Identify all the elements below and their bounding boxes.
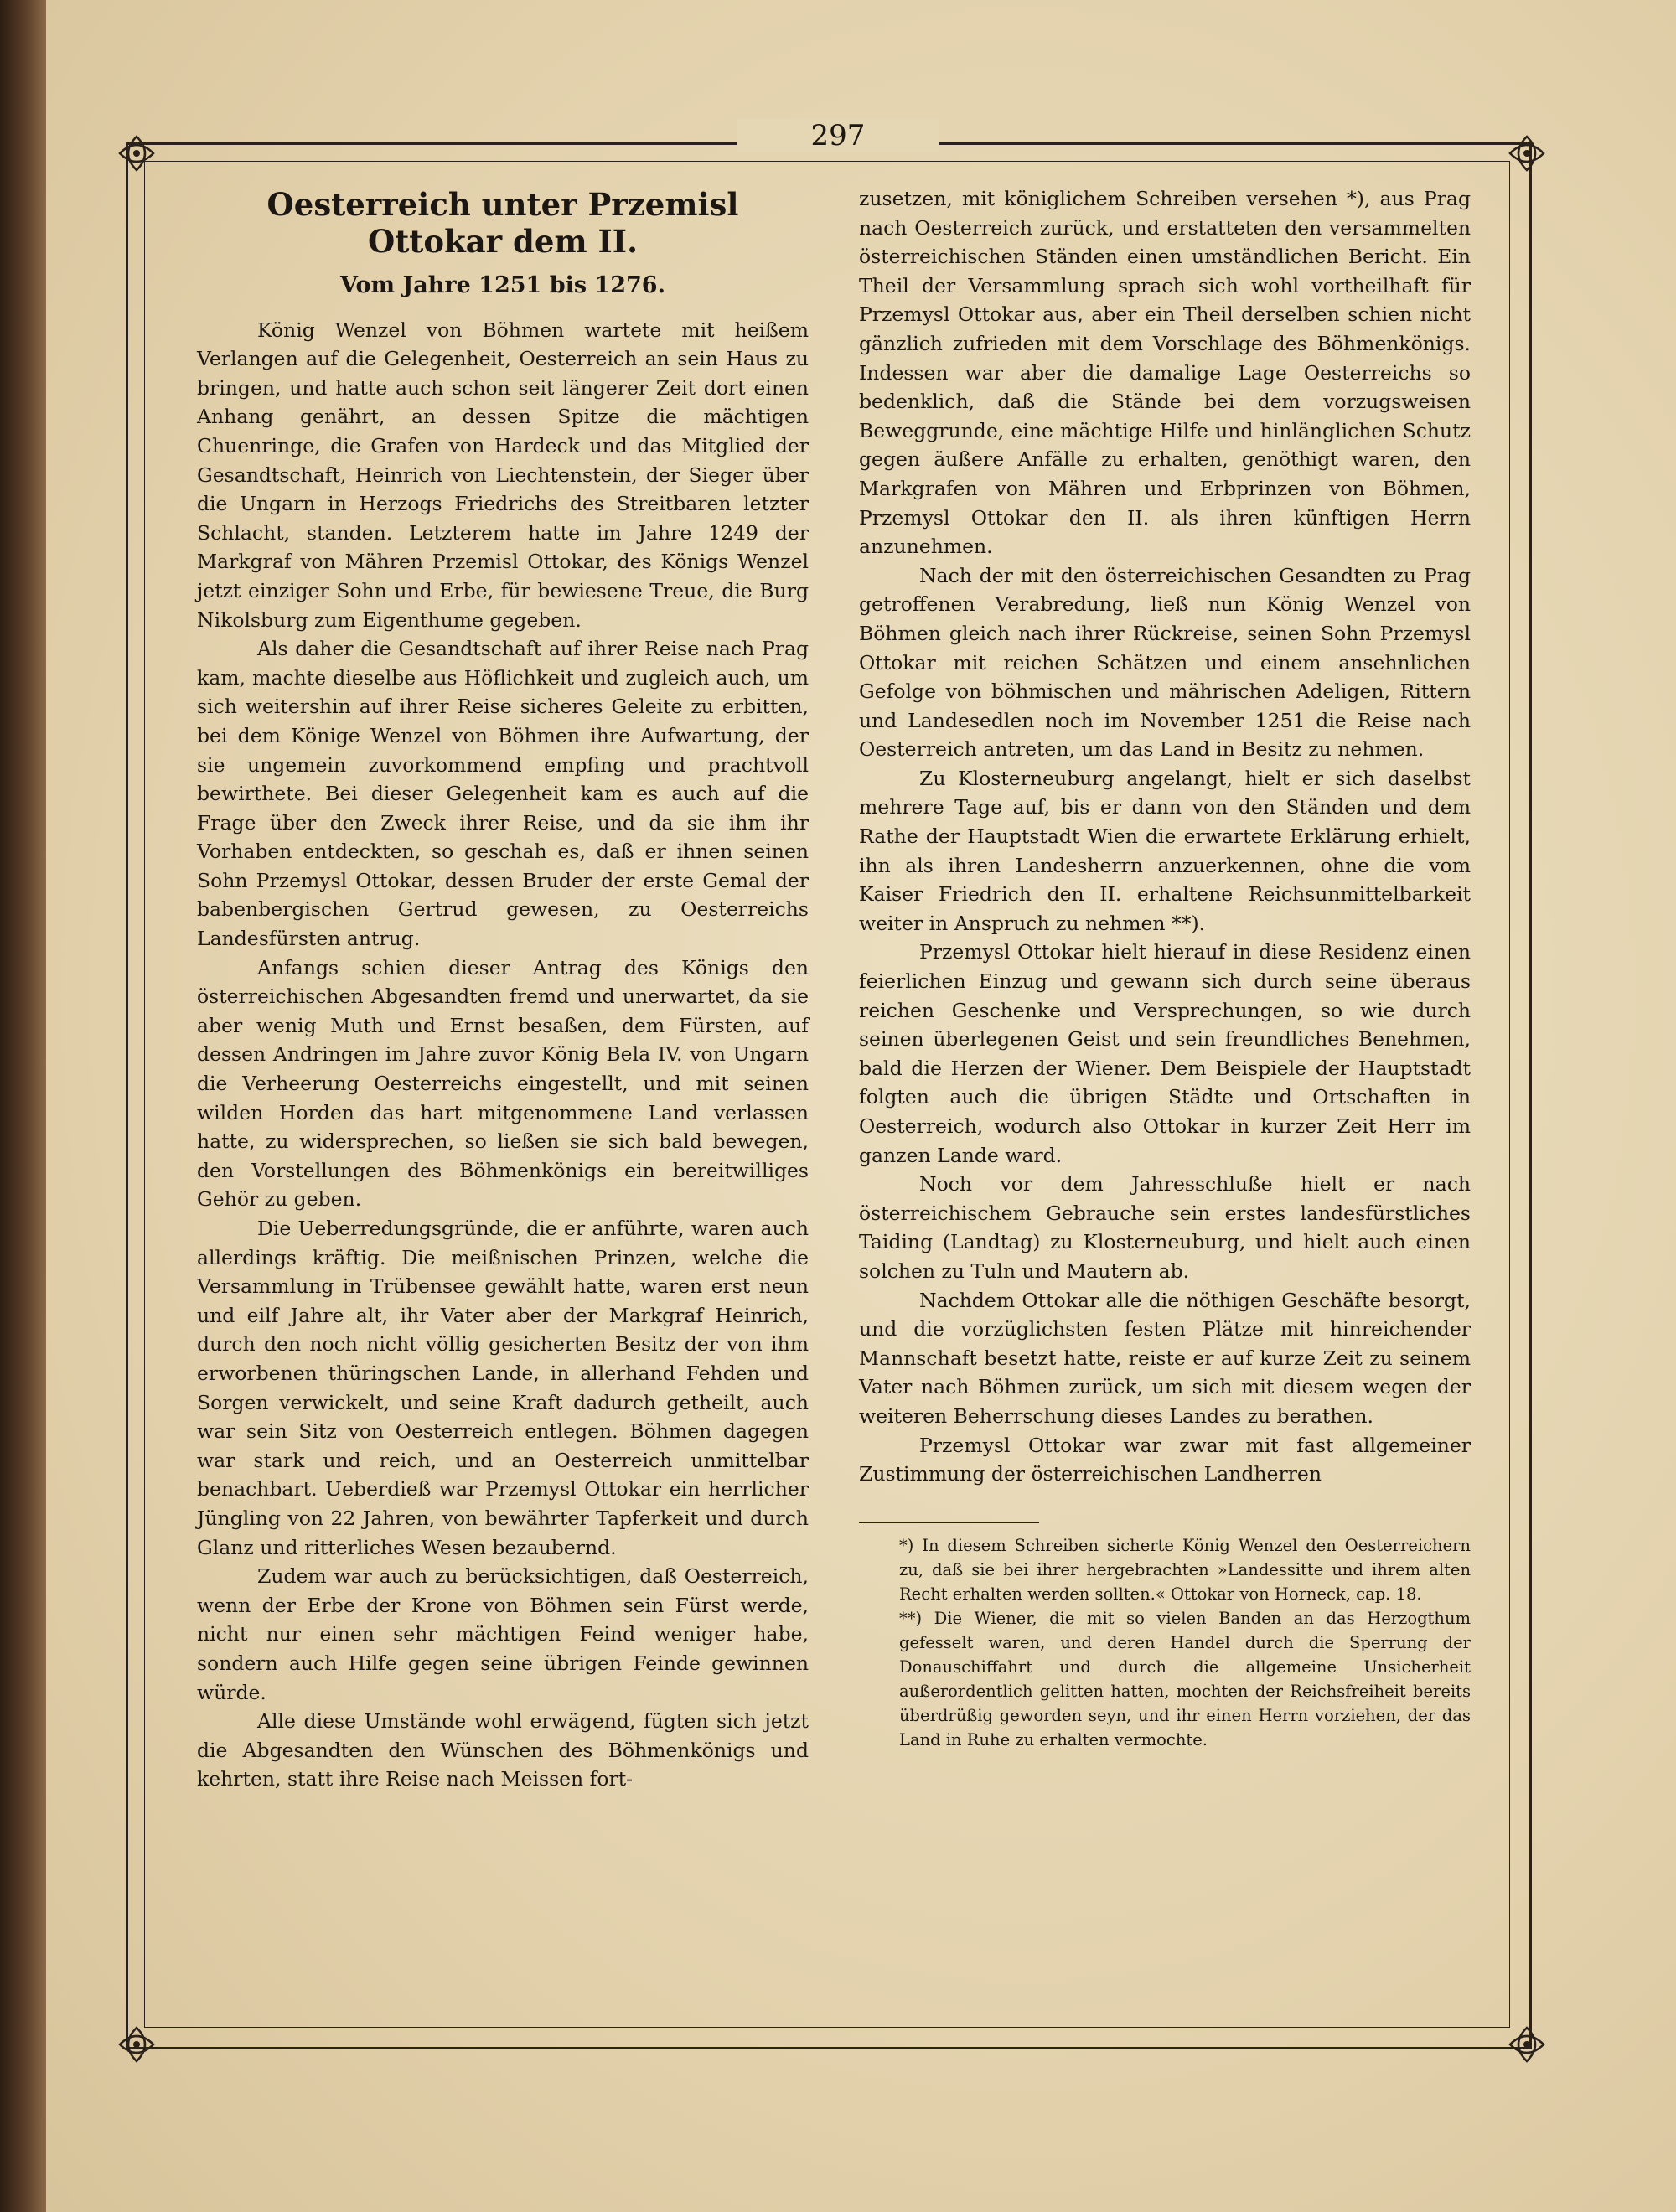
right-column xyxy=(859,184,1471,1752)
footnote-divider xyxy=(859,1522,1039,1523)
left-column xyxy=(197,184,809,1794)
footnote: **) Die Wiener, die mit so vielen Banden an das Herzogthum gefesselt waren, und deren Handel durch die Sperrung der Donauschiffahrt und durch die allgemeine Unsicherheit außerordentlich gelitten hatten, mochten der Reichsfreiheit bereits überdrüßig geworden seyn, und ihr einen Herrn vorziehen, der das Land in Ruhe zu erhalten vermochte. xyxy=(899,1608,1471,1749)
paragraph: Nachdem Ottokar alle die nöthigen Geschäfte besorgt, und die vorzüglichsten festen Plätze mit hinreichender Mannschaft besetzt hatte, reiste er auf kurze Zeit zu seinem Vater nach Böhmen zurück, um sich mit diesem wegen der weiteren Beherrschung dieses Landes zu berathen. xyxy=(859,1288,1471,1428)
corner-ornament-icon xyxy=(1502,128,1552,178)
paragraph: zusetzen, mit königlichem Schreiben versehen *), aus Prag nach Oesterreich zurück, und erstatteten den versammelten österreichischen Ständen einen umständlichen Bericht. Ein Theil der Versammlung sprach sich wohl vortheilhaft für Przemysl Ottokar aus, aber ein Theil derselben schien nicht gänzlich zufrieden mit dem Vorschlage des Böhmenkönigs. Indessen war aber die damalige Lage Oesterreichs so bedenklich, daß die Stände bei dem vorzugsweisen Beweggrunde, eine mächtige Hilfe und hinlänglichen Schutz gegen äußere Anfälle zu erhalten, genöthigt waren, den Markgrafen von Mähren und Erbprinzen von Böhmen, Przemysl Ottokar den II. als ihren künftigen Herrn anzunehmen. xyxy=(859,187,1471,559)
article-subtitle: Vom Jahre 1251 bis 1276. xyxy=(340,272,665,298)
paragraph: Anfangs schien dieser Antrag des Königs den österreichischen Abgesandten fremd und unerwartet, da sie aber wenig Muth und Ernst besaßen, dem Fürsten, auf dessen Andringen im Jahre zuvor König Bela IV. von Ungarn die Verheerung Oesterreichs eingestellt, und mit seinen wilden Horden das hart mitgenommene Land verlassen hatte, zu widersprechen, so ließen sie sich bald bewegen, den Vorstellungen des Böhmenkönigs ein bereitwilliges Gehör zu geben. xyxy=(197,955,809,1212)
paragraph: Zudem war auch zu berücksichtigen, daß Oesterreich, wenn der Erbe der Krone von Böhmen sein Fürst werde, nicht nur einen sehr mächtigen Feind weniger habe, sondern auch Hilfe gegen seine übrigen Feinde gewinnen würde. xyxy=(197,1564,809,1704)
paragraph: Als daher die Gesandtschaft auf ihrer Reise nach Prag kam, machte dieselbe aus Höflichkeit und zugleich auch, um sich weitershin auf ihrer Reise sicheres Geleite zu erbitten, bei dem Könige Wenzel von Böhmen ihre Aufwartung, der sie ungemein zuvorkommend empfing und prachtvoll bewirthete. Bei dieser Gelegenheit kam es auch auf die Frage über den Zweck ihrer Reise, und da sie ihm ihr Vorhaben entdeckten, so geschah es, daß er ihnen seinen Sohn Przemysl Ottokar, dessen Bruder der erste Gemal der babenbergischen Gertrud gewesen, zu Oesterreichs Landesfürsten antrug. xyxy=(197,637,809,951)
article-title: Oesterreich unter Przemisl Ottokar dem II. xyxy=(266,186,739,260)
paragraph: Nach der mit den österreichischen Gesandten zu Prag getroffenen Verabredung, ließ nun König Wenzel von Böhmen gleich nach ihrer Rückreise, seinen Sohn Przemysl Ottokar mit reichen Schätzen und einem ansehnlichen Gefolge von böhmischen und mährischen Adeligen, Rittern und Landesedlen noch im November 1251 die Reise nach Oesterreich antreten, um das Land in Besitz zu nehmen. xyxy=(859,563,1471,762)
paragraph: König Wenzel von Böhmen wartete mit heißem Verlangen auf die Gelegenheit, Oesterreich an sein Haus zu bringen, und hatte auch schon seit längerer Zeit dort einen Anhang genährt, an dessen Spitze die mächtigen Chuenringe, die Grafen von Hardeck und das Mitglied der Gesandtschaft, Heinrich von Liechtenstein, der Sieger über die Ungarn in Herzogs Friedrichs des Streitbaren letzter Schlacht, standen. Letzterem hatte im Jahre 1249 der Markgraf von Mähren Przemisl Ottokar, des Königs Wenzel jetzt einziger Sohn und Erbe, für bewiesene Treue, die Burg Nikolsburg zum Eigenthume gegeben. xyxy=(197,318,809,632)
page-number: 297 xyxy=(737,119,939,152)
paragraph: Przemysl Ottokar hielt hierauf in diese Residenz einen feierlichen Einzug und gewann sich durch seine überaus reichen Geschenke und Versprechungen, so wie durch seinen überlegenen Geist und sein freundliches Benehmen, bald die Herzen der Wiener. Dem Beispiele der Hauptstadt folgten auch die übrigen Städte und Ortschaften in Oesterreich, wodurch also Ottokar in kurzer Zeit Herr im ganzen Lande ward. xyxy=(859,940,1471,1167)
paragraph: Przemysl Ottokar war zwar mit fast allgemeiner Zustimmung der österreichischen Landherren xyxy=(859,1433,1471,1486)
book-binding xyxy=(0,0,46,2212)
footnote: *) In diesem Schreiben sicherte König Wenzel den Oesterreichern zu, daß sie bei ihrer hergebrachten »Landessitte und ihrem alten Recht erhalten werden sollten.« Ottokar von Horneck, cap. 18. xyxy=(899,1535,1471,1604)
corner-ornament-icon xyxy=(111,2019,162,2070)
paragraph: Noch vor dem Jahresschluße hielt er nach österreichischem Gebrauche sein erstes landesfürstliches Taiding (Landtag) zu Klosterneuburg, und hielt auch einen solchen zu Tuln und Mautern ab. xyxy=(859,1172,1471,1283)
corner-ornament-icon xyxy=(111,128,162,178)
paragraph: Zu Klosterneuburg angelangt, hielt er sich daselbst mehrere Tage auf, bis er dann von den Ständen und dem Rathe der Hauptstadt Wien die erwartete Erklärung erhielt, ihn als ihren Landesherrn anzuerkennen, ohne die vom Kaiser Friedrich den II. erhaltene Reichsunmittelbarkeit weiter in Anspruch zu nehmen **). xyxy=(859,766,1471,935)
paragraph: Die Ueberredungsgründe, die er anführte, waren auch allerdings kräftig. Die meißnischen Prinzen, welche die Versammlung in Trübensee gewählt hatte, waren erst neun und eilf Jahre alt, ihr Vater aber der Markgraf Heinrich, durch den noch nicht völlig gesicherten Besitz der von ihm erworbenen thüringschen Lande, in allerhand Fehden und Sorgen verwickelt, und seine Kraft dadurch getheilt, auch war sein Sitz von Oesterreich entlegen. Böhmen dagegen war stark und reich, und an Oesterreich unmittelbar benachbart. Ueberdieß war Przemysl Ottokar ein herrlicher Jüngling von 22 Jahren, von bewährter Tapferkeit und durch Glanz und ritterliches Wesen bezaubernd. xyxy=(197,1217,809,1559)
paragraph: Alle diese Umstände wohl erwägend, fügten sich jetzt die Abgesandten den Wünschen des Böhmenkönigs und kehrten, statt ihre Reise nach Meissen fort- xyxy=(197,1709,809,1791)
corner-ornament-icon xyxy=(1502,2019,1552,2070)
